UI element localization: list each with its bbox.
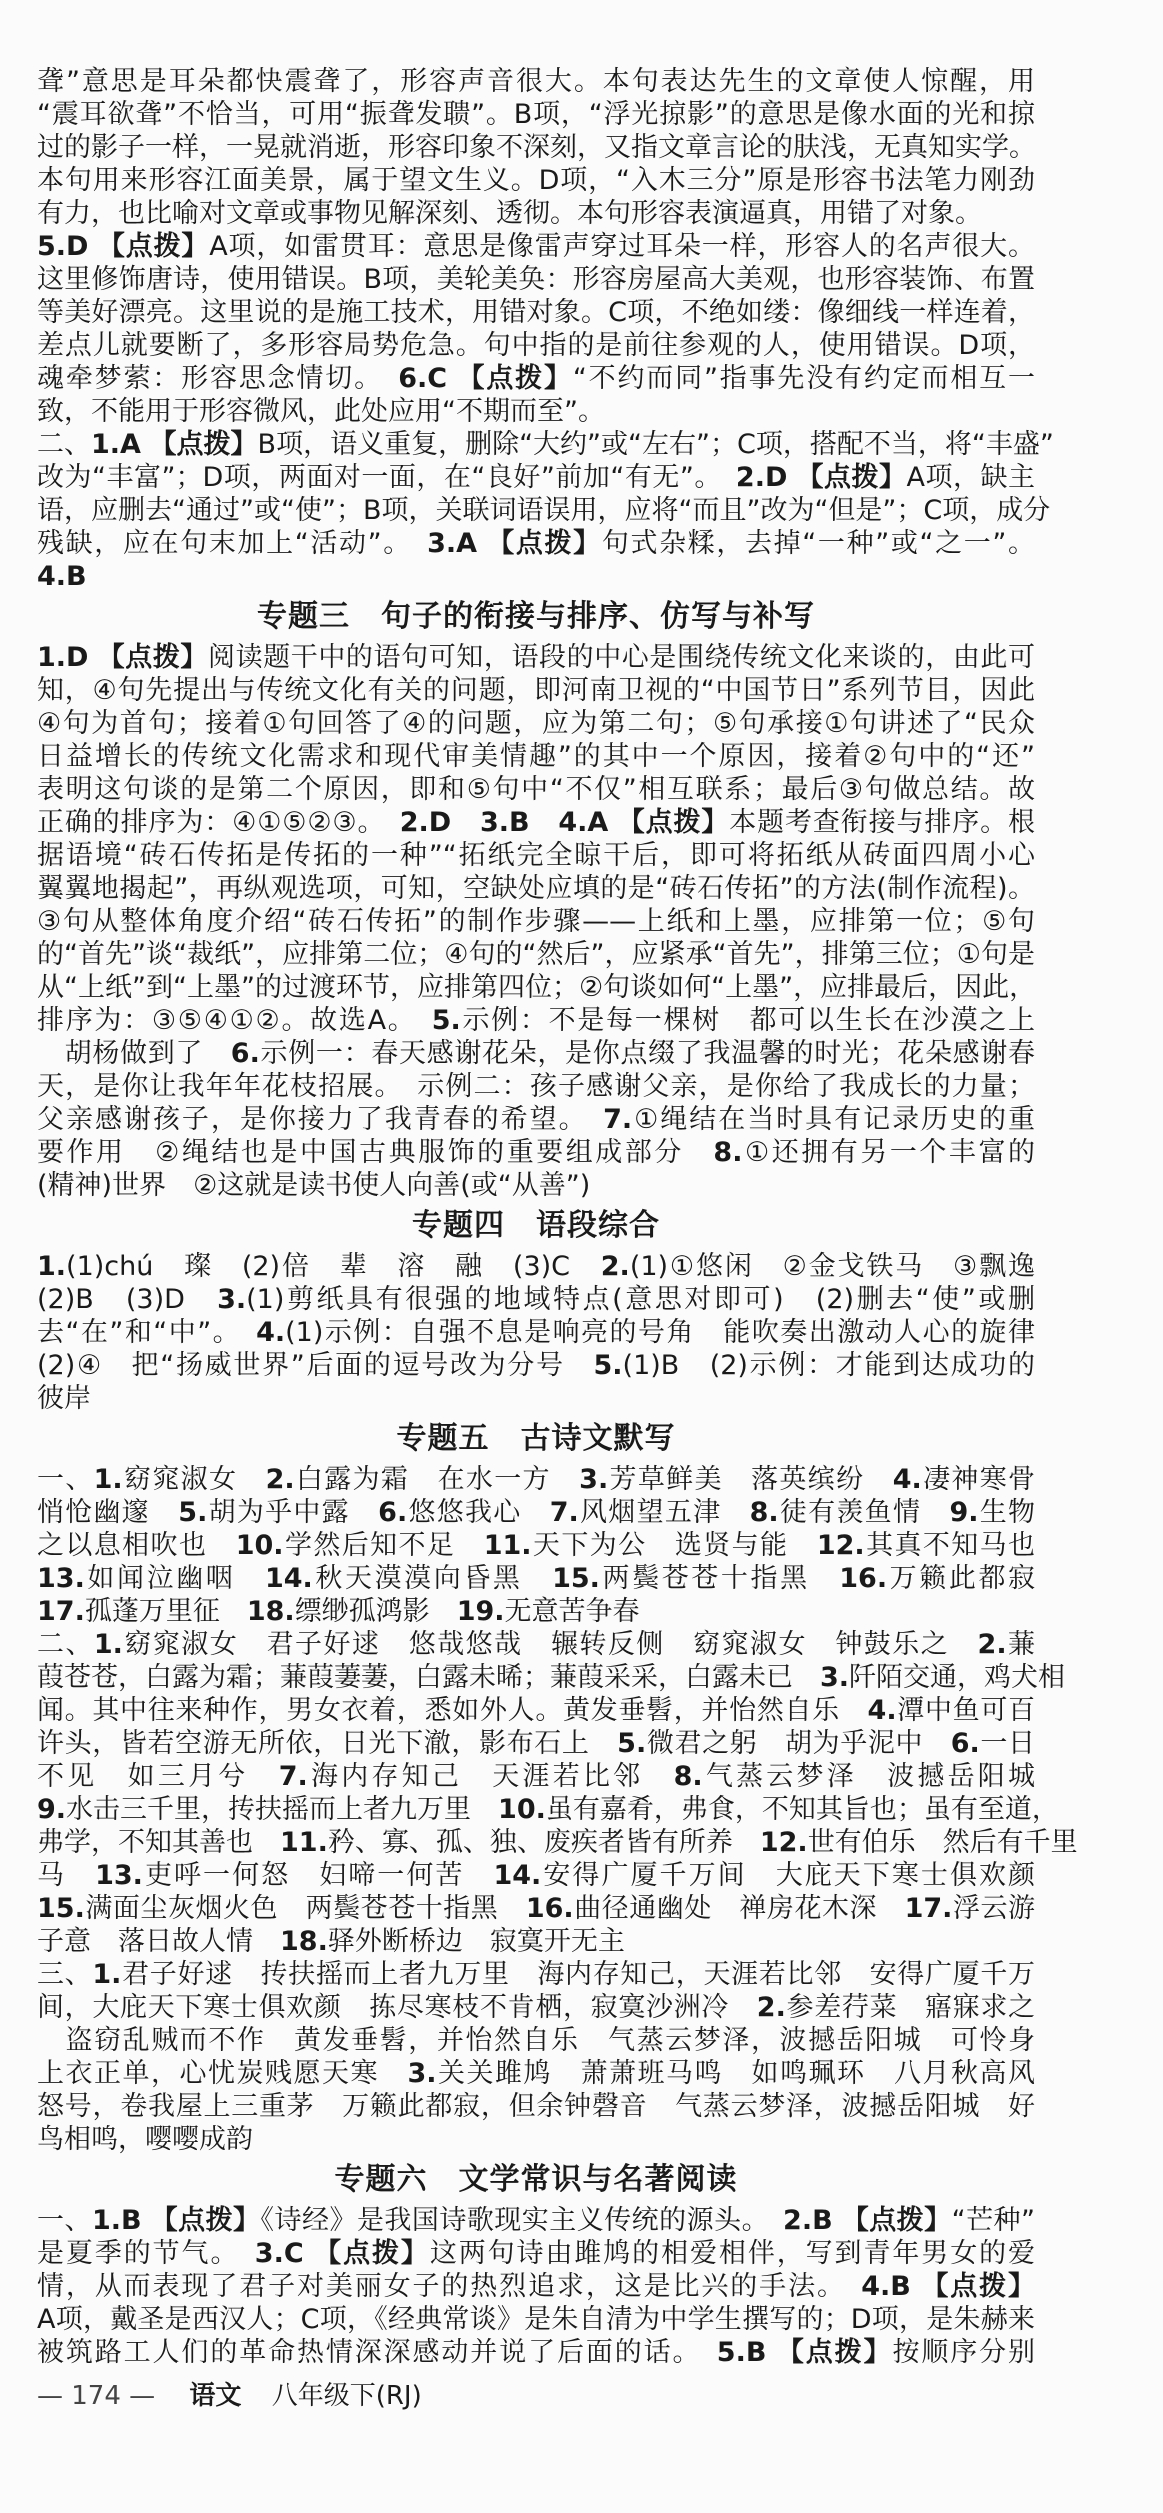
text-line: 17.孤蓬万里征 18.缥缈孤鸿影 19.无意苦争春 — [37, 1596, 640, 1627]
text-line: 悄怆幽邃 5.胡为乎中露 6.悠悠我心 7.风烟望五津 8.徒有羡鱼情 9.生物 — [37, 1497, 1036, 1528]
answer-page-body — [37, 65, 1078, 2369]
text-line: 1.D 【点拨】阅读题干中的语句可知，语段的中心是围绕传统文化来谈的，由此可 — [37, 642, 1036, 673]
text-line: 怒号，卷我屋上三重茅 万籁此都寂，但余钟磬音 气蒸云梦泽，波撼岳阳城 好 — [37, 2091, 1035, 2122]
text-line: 去“在”和“中”。 4.(1)示例：自强不息是响亮的号角 能吹奏出激动人心的旋律 — [37, 1317, 1035, 1348]
section-heading: 专题五 古诗文默写 — [396, 1421, 676, 1456]
subject-label: 语文 — [189, 2381, 242, 2411]
page-footer — [37, 2380, 422, 2412]
text-line: 语，应删去“通过”或“使”；B项，关联词语误用，应将“而且”改为“但是”；C项，成分 — [37, 495, 1051, 526]
text-line: 许头，皆若空游无所依，日光下澈，影布石上 5.微君之躬 胡为乎泥中 6.一日 — [37, 1728, 1036, 1759]
text-line: 被筑路工人们的革命热情深深感动并说了后面的话。 5.B 【点拨】按顺序分别 — [37, 2337, 1036, 2368]
text-line: 一、1.B 【点拨】《诗经》是我国诗歌现实主义传统的源头。 2.B 【点拨】“芒种” — [37, 2205, 1036, 2236]
text-line: 4.B — [37, 561, 87, 592]
answer-section — [37, 2156, 1035, 2369]
text-line: (2)④ 把“扬威世界”后面的逗号改为分号 5.(1)B (2)示例：才能到达成功的 — [37, 1350, 1035, 1381]
text-line: 二、1.A 【点拨】B项，语义重复，删除“大约”或“左右”；C项，搭配不当，将“丰盛” — [37, 429, 1054, 460]
text-line: 13.如闻泣幽咽 14.秋天漠漠向昏黑 15.两鬓苍苍十指黑 16.万籁此都寂 — [37, 1563, 1036, 1594]
text-line: 一、1.窈窕淑女 2.白露为霜 在水一方 3.芳草鲜美 落英缤纷 4.凄神寒骨 — [37, 1464, 1036, 1495]
text-line: 1.(1)chú 璨 (2)倍 辈 溶 融 (3)C 2.(1)①悠闲 ②金戈铁马 ③飘逸 — [37, 1251, 1035, 1282]
text-line: 上衣正单，心忧炭贱愿天寒 3.关关雎鸠 萧萧班马鸣 如鸣珮环 八月秋高风 — [37, 2058, 1036, 2089]
answer-section — [37, 65, 1054, 593]
text-line: 盗窃乱贼而不作 黄发垂髫，并怡然自乐 气蒸云梦泽，波撼岳阳城 可怜身 — [37, 2025, 1035, 2056]
text-line: 从“上纸”到“上墨”的过渡环节，应排第四位；②句谈如何“上墨”，应排最后，因此， — [37, 972, 1037, 1003]
text-line: 翼翼地揭起”，再纵观选项，可知，空缺处应填的是“砖石传拓”的方法(制作流程)。 — [37, 873, 1035, 904]
text-line: 表明这句谈的是第二个原因，即和⑤句中“不仅”相互联系；最后③句做总结。故 — [37, 774, 1035, 805]
text-line: 不见 如三月兮 7.海内存知己 天涯若比邻 8.气蒸云梦泽 波撼岳阳城 — [37, 1761, 1036, 1792]
answer-section — [37, 1202, 1035, 1415]
text-line: 过的影子一样，一晃就消逝，形容印象不深刻，又指文章言论的肤浅，无真知实学。 — [37, 132, 1036, 163]
text-line: 差点儿就要断了，多形容局势危急。句中指的是前往参观的人，使用错误。D项， — [37, 330, 1035, 361]
text-line: 15.满面尘灰烟火色 两鬓苍苍十指黑 16.曲径通幽处 禅房花木深 17.浮云游 — [37, 1893, 1036, 1924]
text-line: 9.水击三千里，抟扶摇而上者九万里 10.虽有嘉肴，弗食，不知其旨也；虽有至道， — [37, 1794, 1059, 1825]
text-line: 葭苍苍，白露为霜；蒹葭萋萋，白露未晞；蒹葭采采，白露未已 3.阡陌交通，鸡犬相 — [37, 1662, 1066, 1693]
section-heading: 专题三 句子的衔接与排序、仿写与补写 — [257, 599, 815, 634]
text-line: 知，④句先提出与传统文化有关的问题，即河南卫视的“中国节日”系列节目，因此 — [37, 675, 1035, 706]
text-line: 排序为：③⑤④①②。故选A。 5.示例：不是每一棵树 都可以生长在沙漠之上 — [37, 1005, 1036, 1036]
page-number: — 174 — — [37, 2381, 156, 2411]
text-line: 子意 落日故人情 18.驿外断桥边 寂寞开无主 — [37, 1926, 625, 1957]
text-line: 彼岸 — [37, 1383, 91, 1414]
text-line: (精神)世界 ②这就是读书使人向善(或“从善”) — [37, 1170, 591, 1201]
text-line: 要作用 ②绳结也是中国古典服饰的重要组成部分 8.①还拥有另一个丰富的 — [37, 1137, 1035, 1168]
text-line: 残缺，应在句末加上“活动”。 3.A 【点拨】句式杂糅，去掉“一种”或“之一”。 — [37, 528, 1036, 559]
text-line: 据语境“砖石传拓是传拓的一种”“拓纸完全晾干后，即可将拓纸从砖面四周小心 — [37, 840, 1035, 871]
text-line: 马 13.吏呼一何怒 妇啼一何苦 14.安得广厦千万间 大庇天下寒士俱欢颜 — [37, 1860, 1036, 1891]
text-line: 等美好漂亮。这里说的是施工技术，用错对象。C项，不绝如缕：像细线一样连着， — [37, 297, 1035, 328]
text-line: 正确的排序为：④①⑤②③。 2.D 3.B 4.A 【点拨】本题考查衔接与排序。根 — [37, 807, 1036, 838]
text-line: 本句用来形容江面美景，属于望文生义。D项，“入木三分”原是形容书法笔力刚劲 — [37, 165, 1035, 196]
text-line: ③句从整体角度介绍“砖石传拓”的制作步骤——上纸和上墨，应排第一位；⑤句 — [37, 906, 1035, 937]
text-line: 间，大庇天下寒士俱欢颜 拣尽寒枝不肯栖，寂寞沙洲冷 2.参差荇菜 寤寐求之 — [37, 1992, 1036, 2023]
text-line: 魂牵梦萦：形容思念情切。 6.C 【点拨】“不约而同”指事先没有约定而相互一 — [37, 363, 1036, 394]
section-heading: 专题六 文学常识与名著阅读 — [334, 2162, 738, 2197]
text-line: 之以息相吹也 10.学然后知不足 11.天下为公 选贤与能 12.其真不知马也 — [37, 1530, 1036, 1561]
answer-section — [37, 1415, 1078, 2156]
text-line: 5.D 【点拨】A项，如雷贯耳：意思是像雷声穿过耳朵一样，形容人的名声很大。 — [37, 231, 1035, 262]
text-line: 鸟相鸣，嘤嘤成韵 — [37, 2124, 253, 2155]
text-line: 弗学，不知其善也 11.矜、寡、孤、独、废疾者皆有所养 12.世有伯乐 然后有千里 — [37, 1827, 1078, 1858]
text-line: (2)B (3)D 3.(1)剪纸具有很强的地域特点(意思对即可) (2)删去“使”或删 — [37, 1284, 1035, 1315]
text-line: ④句为首句；接着①句回答了④的问题，应为第二句；⑤句承接①句讲述了“民众 — [37, 708, 1035, 739]
text-line: 三、1.君子好逑 抟扶摇而上者九万里 海内存知己，天涯若比邻 安得广厦千万 — [37, 1959, 1036, 1990]
text-line: 有力，也比喻对文章或事物见解深刻、透彻。本句形容表演逼真，用错了对象。 — [37, 198, 982, 229]
text-line: 是夏季的节气。 3.C 【点拨】这两句诗由雎鸠的相爱相伴，写到青年男女的爱 — [37, 2238, 1036, 2269]
text-line: 聋”意思是耳朵都快震聋了，形容声音很大。本句表达先生的文章使人惊醒，用 — [37, 66, 1035, 97]
text-line: 这里修饰唐诗，使用错误。B项，美轮美奂：形容房屋高大美观，也形容装饰、布置 — [37, 264, 1035, 295]
text-line: 父亲感谢孩子，是你接力了我青春的希望。 7.①绳结在当时具有记录历史的重 — [37, 1104, 1035, 1135]
text-line: 的“首先”谈“裁纸”，应排第二位；④句的“然后”，应紧承“首先”，排第三位；①句是 — [37, 939, 1035, 970]
text-line: 日益增长的传统文化需求和现代审美情趣”的其中一个原因，接着②句中的“还” — [37, 741, 1035, 772]
answer-section — [37, 593, 1035, 1202]
text-line: “震耳欲聋”不恰当，可用“振聋发聩”。B项，“浮光掠影”的意思是像水面的光和掠 — [37, 99, 1035, 130]
text-line: 二、1.窈窕淑女 君子好逑 悠哉悠哉 辗转反侧 窈窕淑女 钟鼓乐之 2.蒹 — [37, 1629, 1036, 1660]
text-line: 致，不能用于形容微风，此处应用“不期而至”。 — [37, 396, 605, 427]
section-heading: 专题四 语段综合 — [412, 1208, 660, 1243]
text-line: 闻。其中往来种作，男女衣着，悉如外人。黄发垂髫，并怡然自乐 4.潭中鱼可百 — [37, 1695, 1035, 1726]
text-line: 改为“丰富”；D项，两面对一面，在“良好”前加“有无”。 2.D 【点拨】A项，缺主 — [37, 462, 1035, 493]
text-line: 天，是你让我年年花枝招展。 示例二：孩子感谢父亲，是你给了我成长的力量； — [37, 1071, 1035, 1102]
text-line: A项，戴圣是西汉人；C项，《经典常谈》是朱自清为中学生撰写的；D项，是朱赫来 — [37, 2304, 1035, 2335]
text-line: 胡杨做到了 6.示例一：春天感谢花朵，是你点缀了我温馨的时光；花朵感谢春 — [37, 1038, 1036, 1069]
grade-label: 八年级下(RJ) — [271, 2381, 422, 2411]
text-line: 情，从而表现了君子对美丽女子的热烈追求，这是比兴的手法。 4.B 【点拨】 — [37, 2271, 1036, 2302]
